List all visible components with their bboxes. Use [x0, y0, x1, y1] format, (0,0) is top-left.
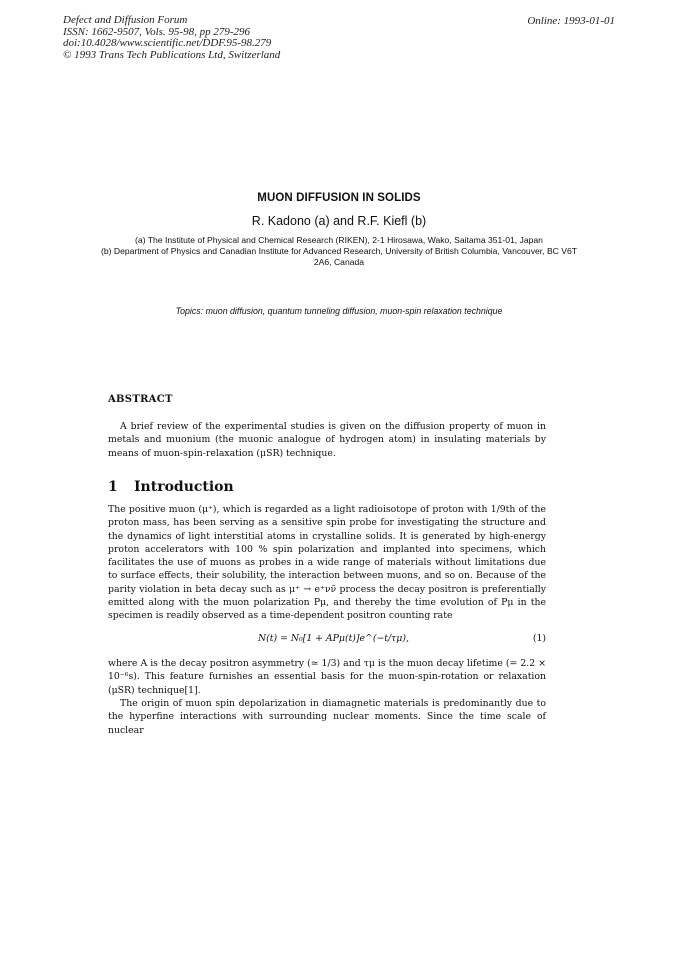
online-date: Online: 1993-01-01 — [527, 15, 615, 27]
affiliation-b: (b) Department of Physics and Canadian Institute for Advanced Research, University of British Columbia, Vancouver, BC V6T 2A6, Canada — [100, 246, 578, 268]
abstract-text: A brief review of the experimental studies is given on the diffusion property of muon in metals and muonium (the muonic analogue of hydrogen atom) in insulating materials by means of muon-spin-relaxation (μSR) technique. — [108, 421, 546, 459]
section-heading — [108, 479, 234, 495]
section-title: Introduction — [134, 479, 234, 495]
equation-formula: N(t) = N₀[1 + APμ(t)]e^(−t/τμ), — [258, 633, 409, 644]
doi-line: doi:10.4028/www.scientific.net/DDF.95-98.279 — [63, 37, 272, 50]
topics-line — [0, 306, 678, 316]
affiliations — [100, 235, 578, 269]
paper-authors: R. Kadono (a) and R.F. Kiefl (b) — [251, 214, 427, 228]
journal-header — [63, 15, 280, 61]
section-number: 1 — [108, 479, 118, 495]
topics-label: Topics: — [175, 306, 204, 316]
intro-paragraph-1-continued: where A is the decay positron asymmetry (≃ 1/3) and τμ is the muon decay lifetime (= 2.2 × 10⁻⁶s). This feature furnishes an essential basis for the muon-spin-rotation or relaxation (μSR) technique[1]. — [108, 658, 546, 696]
paper-title: MUON DIFFUSION IN SOLIDS — [257, 192, 421, 204]
intro-paragraph-2: The origin of muon spin depolarization in diamagnetic materials is predominantly due to the hyperfine interactions with surrounding nuclear moments. Since the time scale of nuclear — [108, 698, 546, 736]
issn-line: ISSN: 1662-9507, Vols. 95-98, pp 279-296 — [63, 25, 250, 38]
copyright-line: © 1993 Trans Tech Publications Ltd, Switzerland — [63, 48, 281, 61]
intro-paragraph-1: The positive muon (μ⁺), which is regarded as a light radioisotope of proton with 1/9th of the proton mass, has been serving as a sensitive spin probe for investigating the structure and the dynamics of light interstitial atoms in crystalline solids. It is generated by high-energy proton accelerators with 100 % spin polarization and implanted into specimens, which facilitates the use of muons as probes in a wide range of materials without limitations due to surface effects, their solubility, the interaction between muons, and so on. Because of the parity violation in beta decay such as μ⁺ → e⁺νν̄ process the decay positron is preferentially emitted along with the muon polarization Pμ, and thereby the time evolution of Pμ in the specimen is readily observed as a time-dependent positron counting rate — [108, 504, 546, 622]
abstract-heading: ABSTRACT — [108, 394, 173, 405]
equation-label: (1) — [532, 633, 546, 644]
affiliation-a: (a) The Institute of Physical and Chemical Research (RIKEN), 2-1 Hirosawa, Wako, Saitama 351-01, Japan — [135, 235, 543, 245]
topics-value: muon diffusion, quantum tunneling diffusion, muon-spin relaxation technique — [205, 306, 503, 316]
journal-name: Defect and Diffusion Forum — [63, 14, 188, 26]
